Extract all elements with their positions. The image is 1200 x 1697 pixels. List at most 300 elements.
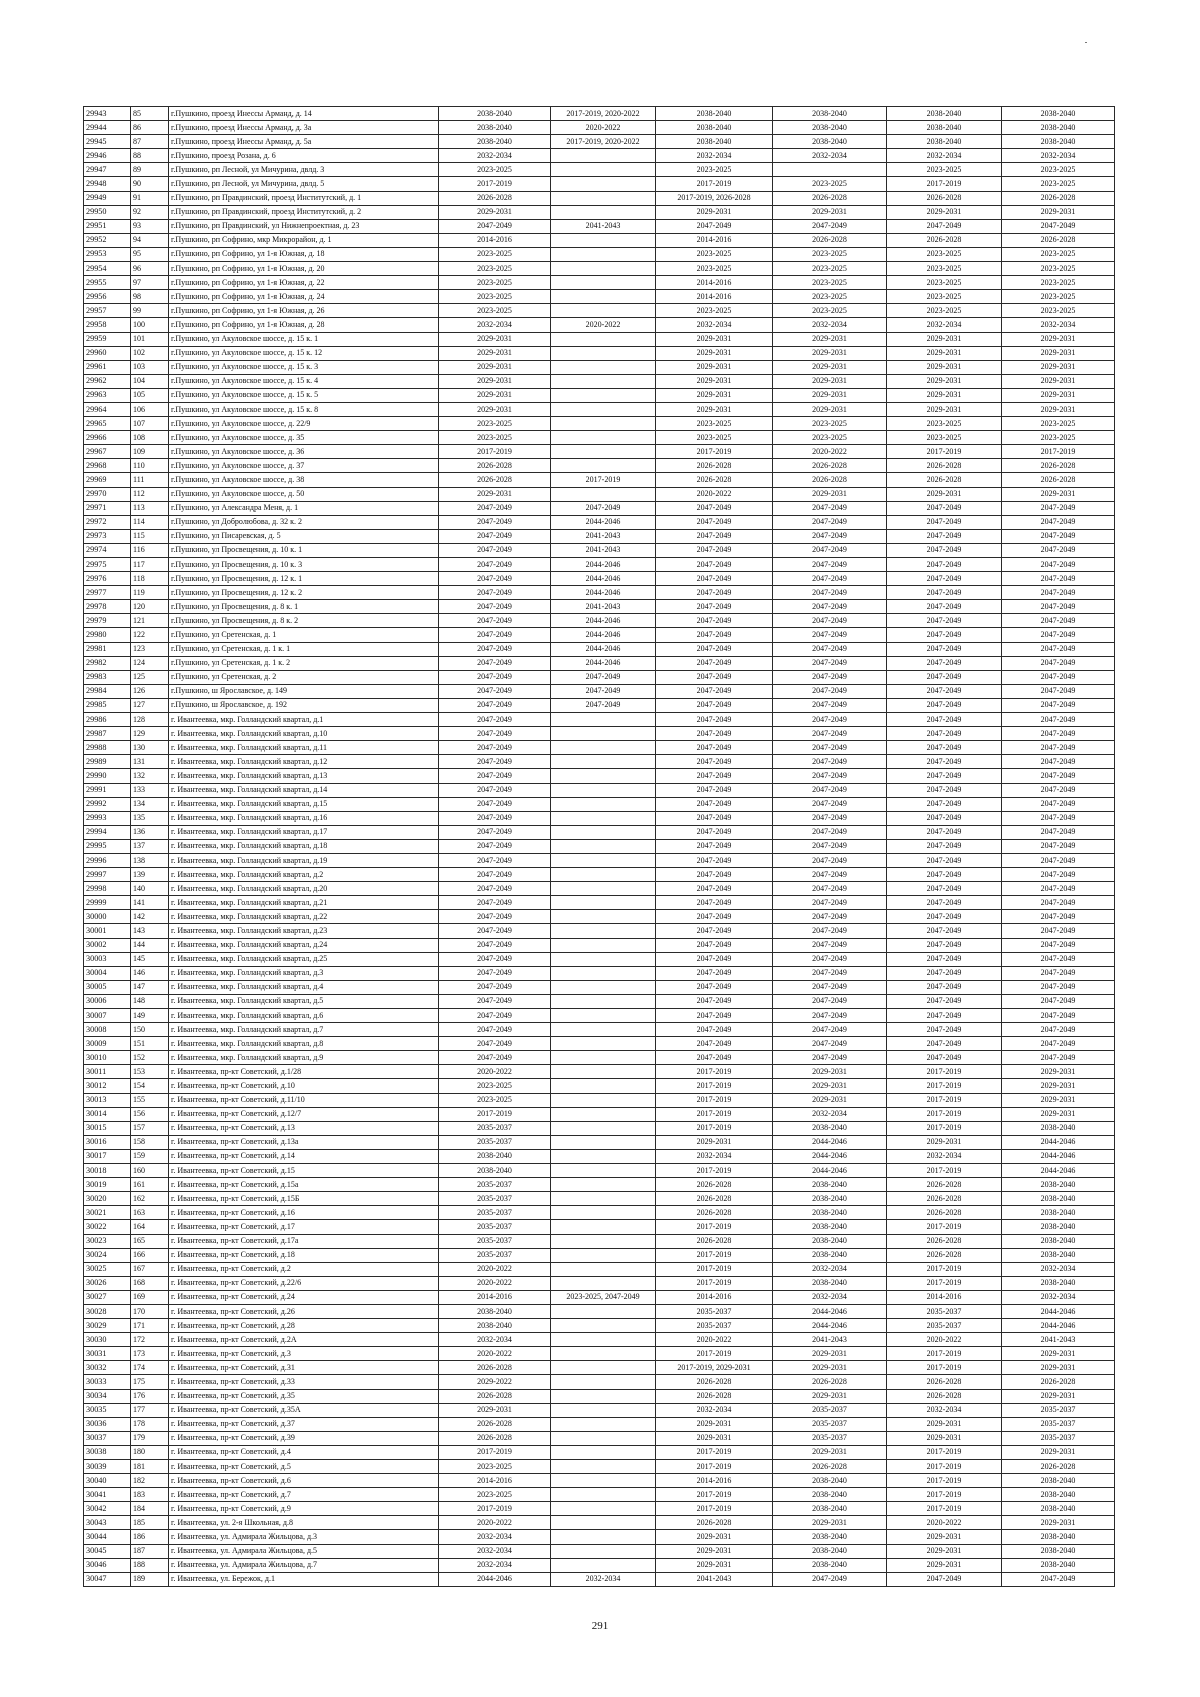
address-cell: г.Пушкино, ул Акуловское шоссе, д. 15 к. 4 <box>169 374 439 388</box>
period-cell-5: 2047-2049 <box>887 755 1002 769</box>
period-cell-2 <box>551 332 656 346</box>
table-row <box>84 445 1115 459</box>
period-cell-1: 2047-2049 <box>439 543 551 557</box>
table-row <box>84 1558 1115 1572</box>
period-cell-1: 2047-2049 <box>439 1051 551 1065</box>
table-row <box>84 811 1115 825</box>
table-row <box>84 388 1115 402</box>
period-cell-5: 2047-2049 <box>887 811 1002 825</box>
period-cell-6: 2023-2025 <box>1002 431 1115 445</box>
period-cell-6: 2029-2031 <box>1002 346 1115 360</box>
address-cell: г.Пушкино, рп Правдинский, проезд Институтский, д. 2 <box>169 205 439 219</box>
period-cell-3: 2047-2049 <box>656 924 773 938</box>
period-cell-3: 2038-2040 <box>656 121 773 135</box>
period-cell-5: 2047-2049 <box>887 952 1002 966</box>
period-cell-1: 2035-2037 <box>439 1178 551 1192</box>
period-cell-5: 2029-2031 <box>887 1530 1002 1544</box>
period-cell-1: 2047-2049 <box>439 1009 551 1023</box>
period-cell-2 <box>551 1530 656 1544</box>
period-cell-4: 2047-2049 <box>773 966 887 980</box>
row-number-cell: 129 <box>131 727 169 741</box>
address-cell: г.Пушкино, ул Александра Меня, д. 1 <box>169 501 439 515</box>
period-cell-6: 2038-2040 <box>1002 1220 1115 1234</box>
period-cell-6: 2026-2028 <box>1002 459 1115 473</box>
period-cell-2: 2047-2049 <box>551 670 656 684</box>
period-cell-3: 2017-2019 <box>656 1079 773 1093</box>
period-cell-5: 2029-2031 <box>887 1135 1002 1149</box>
period-cell-6: 2044-2046 <box>1002 1304 1115 1318</box>
table-row <box>84 614 1115 628</box>
period-cell-1: 2047-2049 <box>439 727 551 741</box>
period-cell-4: 2047-2049 <box>773 586 887 600</box>
period-cell-5: 2017-2019 <box>887 1276 1002 1290</box>
period-cell-5: 2047-2049 <box>887 515 1002 529</box>
period-cell-1: 2017-2019 <box>439 1445 551 1459</box>
period-cell-6: 2047-2049 <box>1002 698 1115 712</box>
period-cell-2 <box>551 1558 656 1572</box>
row-number-cell: 92 <box>131 205 169 219</box>
period-cell-1: 2023-2025 <box>439 431 551 445</box>
record-id-cell: 29982 <box>84 656 131 670</box>
record-id-cell: 29996 <box>84 853 131 867</box>
table-row <box>84 543 1115 557</box>
page-number: 291 <box>591 1620 609 1632</box>
period-cell-2: 2032-2034 <box>551 1572 656 1586</box>
record-id-cell: 30047 <box>84 1572 131 1586</box>
period-cell-2 <box>551 825 656 839</box>
address-cell: г. Ивантеевка, пр-кт Советский, д.12/7 <box>169 1107 439 1121</box>
table-row <box>84 219 1115 233</box>
period-cell-4: 2047-2049 <box>773 868 887 882</box>
period-cell-3: 2047-2049 <box>656 219 773 233</box>
table-row <box>84 121 1115 135</box>
period-cell-4: 2023-2025 <box>773 262 887 276</box>
period-cell-5: 2020-2022 <box>887 1333 1002 1347</box>
period-cell-4: 2029-2031 <box>773 374 887 388</box>
address-cell: г. Ивантеевка, мкр. Голландский квартал, д.17 <box>169 825 439 839</box>
row-number-cell: 127 <box>131 698 169 712</box>
record-id-cell: 29971 <box>84 501 131 515</box>
period-cell-6: 2047-2049 <box>1002 924 1115 938</box>
period-cell-6: 2047-2049 <box>1002 1009 1115 1023</box>
period-cell-5: 2047-2049 <box>887 924 1002 938</box>
period-cell-3: 2029-2031 <box>656 1431 773 1445</box>
period-cell-6: 2038-2040 <box>1002 1178 1115 1192</box>
period-cell-3: 2026-2028 <box>656 1192 773 1206</box>
period-cell-4: 2029-2031 <box>773 332 887 346</box>
record-id-cell: 30035 <box>84 1403 131 1417</box>
period-cell-3: 2047-2049 <box>656 769 773 783</box>
row-number-cell: 189 <box>131 1572 169 1586</box>
period-cell-2 <box>551 304 656 318</box>
table-row <box>84 628 1115 642</box>
record-id-cell: 30011 <box>84 1065 131 1079</box>
record-id-cell: 30027 <box>84 1290 131 1304</box>
period-cell-6: 2047-2049 <box>1002 853 1115 867</box>
table-row <box>84 487 1115 501</box>
table-row <box>84 966 1115 980</box>
table-row <box>84 1319 1115 1333</box>
period-cell-5: 2035-2037 <box>887 1319 1002 1333</box>
period-cell-6: 2047-2049 <box>1002 1051 1115 1065</box>
row-number-cell: 169 <box>131 1290 169 1304</box>
period-cell-1: 2038-2040 <box>439 1164 551 1178</box>
record-id-cell: 29960 <box>84 346 131 360</box>
period-cell-5: 2047-2049 <box>887 797 1002 811</box>
address-cell: г. Ивантеевка, ул. Бережок, д.1 <box>169 1572 439 1586</box>
table-row <box>84 1079 1115 1093</box>
period-cell-5: 2047-2049 <box>887 868 1002 882</box>
period-cell-4: 2047-2049 <box>773 755 887 769</box>
period-cell-5: 2026-2028 <box>887 191 1002 205</box>
period-cell-5: 2047-2049 <box>887 910 1002 924</box>
record-id-cell: 29998 <box>84 882 131 896</box>
period-cell-6: 2047-2049 <box>1002 980 1115 994</box>
period-cell-5: 2047-2049 <box>887 896 1002 910</box>
table-row <box>84 924 1115 938</box>
period-cell-6: 2029-2031 <box>1002 1445 1115 1459</box>
period-cell-1: 2047-2049 <box>439 529 551 543</box>
period-cell-1: 2023-2025 <box>439 417 551 431</box>
record-id-cell: 29947 <box>84 163 131 177</box>
row-number-cell: 115 <box>131 529 169 543</box>
period-cell-3: 2029-2031 <box>656 346 773 360</box>
period-cell-3: 2017-2019 <box>656 445 773 459</box>
period-cell-4: 2023-2025 <box>773 304 887 318</box>
period-cell-1: 2047-2049 <box>439 741 551 755</box>
record-id-cell: 29990 <box>84 769 131 783</box>
period-cell-5: 2047-2049 <box>887 783 1002 797</box>
period-cell-4: 2047-2049 <box>773 1009 887 1023</box>
record-id-cell: 30008 <box>84 1023 131 1037</box>
period-cell-6: 2047-2049 <box>1002 952 1115 966</box>
record-id-cell: 30018 <box>84 1164 131 1178</box>
period-cell-6: 2023-2025 <box>1002 247 1115 261</box>
table-row <box>84 670 1115 684</box>
period-cell-6: 2035-2037 <box>1002 1403 1115 1417</box>
period-cell-4: 2029-2031 <box>773 360 887 374</box>
table-row <box>84 1502 1115 1516</box>
period-cell-2 <box>551 755 656 769</box>
period-cell-3: 2047-2049 <box>656 839 773 853</box>
row-number-cell: 89 <box>131 163 169 177</box>
row-number-cell: 165 <box>131 1234 169 1248</box>
period-cell-5: 2035-2037 <box>887 1304 1002 1318</box>
period-cell-3: 2017-2019 <box>656 177 773 191</box>
period-cell-1: 2047-2049 <box>439 924 551 938</box>
period-cell-4: 2038-2040 <box>773 1178 887 1192</box>
period-cell-5: 2047-2049 <box>887 839 1002 853</box>
record-id-cell: 29985 <box>84 698 131 712</box>
period-cell-2 <box>551 163 656 177</box>
table-row <box>84 1234 1115 1248</box>
row-number-cell: 111 <box>131 473 169 487</box>
period-cell-6: 2047-2049 <box>1002 713 1115 727</box>
address-cell: г.Пушкино, ул Акуловское шоссе, д. 35 <box>169 431 439 445</box>
address-cell: г. Ивантеевка, мкр. Голландский квартал, д.11 <box>169 741 439 755</box>
table-body <box>84 107 1115 1587</box>
period-cell-4: 2047-2049 <box>773 558 887 572</box>
table-row <box>84 896 1115 910</box>
period-cell-6: 2047-2049 <box>1002 811 1115 825</box>
period-cell-3: 2047-2049 <box>656 572 773 586</box>
address-cell: г.Пушкино, рп Софрино, ул 1-я Южная, д. 22 <box>169 276 439 290</box>
period-cell-5: 2047-2049 <box>887 1037 1002 1051</box>
table-row <box>84 290 1115 304</box>
period-cell-6: 2029-2031 <box>1002 1347 1115 1361</box>
period-cell-3: 2047-2049 <box>656 1023 773 1037</box>
period-cell-4: 2038-2040 <box>773 107 887 121</box>
record-id-cell: 29970 <box>84 487 131 501</box>
period-cell-5: 2047-2049 <box>887 1009 1002 1023</box>
period-cell-3: 2032-2034 <box>656 149 773 163</box>
address-cell: г.Пушкино, рп Софрино, ул 1-я Южная, д. 28 <box>169 318 439 332</box>
period-cell-1: 2026-2028 <box>439 473 551 487</box>
period-cell-4: 2047-2049 <box>773 924 887 938</box>
address-cell: г. Ивантеевка, пр-кт Советский, д.5 <box>169 1460 439 1474</box>
period-cell-3: 2047-2049 <box>656 656 773 670</box>
period-cell-5: 2047-2049 <box>887 1572 1002 1586</box>
period-cell-6: 2047-2049 <box>1002 515 1115 529</box>
row-number-cell: 120 <box>131 600 169 614</box>
period-cell-1: 2047-2049 <box>439 501 551 515</box>
period-cell-2: 2041-2043 <box>551 600 656 614</box>
row-number-cell: 91 <box>131 191 169 205</box>
row-number-cell: 155 <box>131 1093 169 1107</box>
table-row <box>84 572 1115 586</box>
period-cell-5: 2047-2049 <box>887 727 1002 741</box>
period-cell-3: 2047-2049 <box>656 896 773 910</box>
address-cell: г. Ивантеевка, пр-кт Советский, д.35А <box>169 1403 439 1417</box>
record-id-cell: 30000 <box>84 910 131 924</box>
period-cell-6: 2023-2025 <box>1002 262 1115 276</box>
address-cell: г.Пушкино, проезд Инессы Арманд, д. 3а <box>169 121 439 135</box>
period-cell-6: 2047-2049 <box>1002 783 1115 797</box>
table-row <box>84 1009 1115 1023</box>
period-cell-2 <box>551 769 656 783</box>
row-number-cell: 87 <box>131 135 169 149</box>
period-cell-4: 2038-2040 <box>773 1220 887 1234</box>
period-cell-1: 2029-2031 <box>439 374 551 388</box>
period-cell-2 <box>551 741 656 755</box>
period-cell-5: 2032-2034 <box>887 1149 1002 1163</box>
period-cell-2 <box>551 994 656 1008</box>
period-cell-5: 2047-2049 <box>887 769 1002 783</box>
address-cell: г. Ивантеевка, мкр. Голландский квартал, д.13 <box>169 769 439 783</box>
row-number-cell: 188 <box>131 1558 169 1572</box>
period-cell-6: 2047-2049 <box>1002 529 1115 543</box>
record-id-cell: 30007 <box>84 1009 131 1023</box>
period-cell-6: 2029-2031 <box>1002 1516 1115 1530</box>
address-cell: г. Ивантеевка, пр-кт Советский, д.15Б <box>169 1192 439 1206</box>
table-row <box>84 163 1115 177</box>
address-cell: г. Ивантеевка, пр-кт Советский, д.9 <box>169 1502 439 1516</box>
period-cell-2 <box>551 374 656 388</box>
record-id-cell: 29972 <box>84 515 131 529</box>
period-cell-6: 2047-2049 <box>1002 882 1115 896</box>
row-number-cell: 118 <box>131 572 169 586</box>
row-number-cell: 138 <box>131 853 169 867</box>
table-row <box>84 1262 1115 1276</box>
address-cell: г. Ивантеевка, пр-кт Советский, д.3 <box>169 1347 439 1361</box>
period-cell-5: 2047-2049 <box>887 656 1002 670</box>
row-number-cell: 166 <box>131 1248 169 1262</box>
period-cell-4: 2047-2049 <box>773 628 887 642</box>
period-cell-4: 2032-2034 <box>773 149 887 163</box>
period-cell-3: 2047-2049 <box>656 797 773 811</box>
record-id-cell: 30029 <box>84 1319 131 1333</box>
period-cell-4: 2047-2049 <box>773 219 887 233</box>
period-cell-3: 2017-2019 <box>656 1460 773 1474</box>
period-cell-4: 2038-2040 <box>773 1502 887 1516</box>
period-cell-6: 2023-2025 <box>1002 417 1115 431</box>
period-cell-2 <box>551 1135 656 1149</box>
row-number-cell: 168 <box>131 1276 169 1290</box>
period-cell-4: 2029-2031 <box>773 346 887 360</box>
period-cell-4: 2023-2025 <box>773 276 887 290</box>
period-cell-2: 2044-2046 <box>551 656 656 670</box>
record-id-cell: 30022 <box>84 1220 131 1234</box>
period-cell-6: 2038-2040 <box>1002 1206 1115 1220</box>
period-cell-5: 2017-2019 <box>887 1488 1002 1502</box>
period-cell-3: 2047-2049 <box>656 614 773 628</box>
period-cell-2 <box>551 276 656 290</box>
address-cell: г. Ивантеевка, мкр. Голландский квартал, д.24 <box>169 938 439 952</box>
address-cell: г.Пушкино, рп Софрино, ул 1-я Южная, д. 18 <box>169 247 439 261</box>
period-cell-3: 2026-2028 <box>656 473 773 487</box>
record-id-cell: 30004 <box>84 966 131 980</box>
period-cell-6: 2026-2028 <box>1002 473 1115 487</box>
row-number-cell: 185 <box>131 1516 169 1530</box>
period-cell-4: 2029-2031 <box>773 402 887 416</box>
period-cell-1: 2047-2049 <box>439 656 551 670</box>
period-cell-6: 2038-2040 <box>1002 1234 1115 1248</box>
period-cell-5: 2026-2028 <box>887 1192 1002 1206</box>
record-id-cell: 29983 <box>84 670 131 684</box>
record-id-cell: 30041 <box>84 1488 131 1502</box>
period-cell-1: 2032-2034 <box>439 1544 551 1558</box>
period-cell-2 <box>551 1460 656 1474</box>
period-cell-3: 2029-2031 <box>656 205 773 219</box>
period-cell-6: 2023-2025 <box>1002 290 1115 304</box>
period-cell-6: 2029-2031 <box>1002 360 1115 374</box>
address-cell: г. Ивантеевка, мкр. Голландский квартал, д.20 <box>169 882 439 896</box>
row-number-cell: 148 <box>131 994 169 1008</box>
period-cell-1: 2047-2049 <box>439 825 551 839</box>
period-cell-6: 2032-2034 <box>1002 318 1115 332</box>
record-id-cell: 29975 <box>84 558 131 572</box>
period-cell-4: 2047-2049 <box>773 670 887 684</box>
period-cell-1: 2032-2034 <box>439 149 551 163</box>
period-cell-2 <box>551 1079 656 1093</box>
record-id-cell: 29944 <box>84 121 131 135</box>
period-cell-1: 2023-2025 <box>439 247 551 261</box>
period-cell-4: 2023-2025 <box>773 290 887 304</box>
table-row <box>84 1206 1115 1220</box>
period-cell-4: 2038-2040 <box>773 1234 887 1248</box>
period-cell-2 <box>551 487 656 501</box>
period-cell-1: 2047-2049 <box>439 896 551 910</box>
address-cell: г. Ивантеевка, мкр. Голландский квартал, д.14 <box>169 783 439 797</box>
row-number-cell: 96 <box>131 262 169 276</box>
record-id-cell: 29999 <box>84 896 131 910</box>
table-row <box>84 1290 1115 1304</box>
period-cell-1: 2035-2037 <box>439 1192 551 1206</box>
row-number-cell: 143 <box>131 924 169 938</box>
row-number-cell: 161 <box>131 1178 169 1192</box>
period-cell-1: 2017-2019 <box>439 1107 551 1121</box>
period-cell-2 <box>551 853 656 867</box>
period-cell-2 <box>551 1037 656 1051</box>
row-number-cell: 109 <box>131 445 169 459</box>
period-cell-6: 2047-2049 <box>1002 586 1115 600</box>
period-cell-3: 2014-2016 <box>656 276 773 290</box>
record-id-cell: 29955 <box>84 276 131 290</box>
period-cell-2 <box>551 290 656 304</box>
address-cell: г. Ивантеевка, мкр. Голландский квартал, д.3 <box>169 966 439 980</box>
address-cell: г. Ивантеевка, пр-кт Советский, д.39 <box>169 1431 439 1445</box>
period-cell-4: 2023-2025 <box>773 177 887 191</box>
period-cell-4: 2023-2025 <box>773 417 887 431</box>
address-cell: г.Пушкино, рп Лесной, ул Мичурина, двлд. 5 <box>169 177 439 191</box>
period-cell-2 <box>551 1516 656 1530</box>
row-number-cell: 98 <box>131 290 169 304</box>
address-cell: г.Пушкино, ул Сретенская, д. 1 к. 1 <box>169 642 439 656</box>
record-id-cell: 30005 <box>84 980 131 994</box>
record-id-cell: 30039 <box>84 1460 131 1474</box>
period-cell-4: 2047-2049 <box>773 1023 887 1037</box>
address-cell: г. Ивантеевка, пр-кт Советский, д.1/28 <box>169 1065 439 1079</box>
period-cell-5: 2047-2049 <box>887 219 1002 233</box>
period-cell-5: 2047-2049 <box>887 614 1002 628</box>
period-cell-5: 2047-2049 <box>887 501 1002 515</box>
row-number-cell: 102 <box>131 346 169 360</box>
period-cell-2 <box>551 1417 656 1431</box>
period-cell-2 <box>551 360 656 374</box>
record-id-cell: 30046 <box>84 1558 131 1572</box>
period-cell-4: 2029-2031 <box>773 1361 887 1375</box>
period-cell-6: 2047-2049 <box>1002 501 1115 515</box>
row-number-cell: 156 <box>131 1107 169 1121</box>
row-number-cell: 171 <box>131 1319 169 1333</box>
period-cell-2 <box>551 1502 656 1516</box>
period-cell-4: 2029-2031 <box>773 388 887 402</box>
table-row <box>84 1248 1115 1262</box>
row-number-cell: 110 <box>131 459 169 473</box>
row-number-cell: 162 <box>131 1192 169 1206</box>
record-id-cell: 29951 <box>84 219 131 233</box>
row-number-cell: 106 <box>131 402 169 416</box>
row-number-cell: 133 <box>131 783 169 797</box>
period-cell-5: 2029-2031 <box>887 1558 1002 1572</box>
period-cell-4: 2047-2049 <box>773 910 887 924</box>
period-cell-4: 2020-2022 <box>773 445 887 459</box>
period-cell-3: 2047-2049 <box>656 543 773 557</box>
record-id-cell: 30038 <box>84 1445 131 1459</box>
period-cell-6: 2047-2049 <box>1002 938 1115 952</box>
period-cell-2 <box>551 1192 656 1206</box>
period-cell-2 <box>551 459 656 473</box>
period-cell-3: 2014-2016 <box>656 233 773 247</box>
period-cell-2 <box>551 417 656 431</box>
period-cell-1: 2029-2031 <box>439 402 551 416</box>
table-row <box>84 1065 1115 1079</box>
address-cell: г. Ивантеевка, пр-кт Советский, д.37 <box>169 1417 439 1431</box>
period-cell-3: 2029-2031 <box>656 1417 773 1431</box>
period-cell-6: 2047-2049 <box>1002 727 1115 741</box>
record-id-cell: 29987 <box>84 727 131 741</box>
address-cell: г.Пушкино, ул Сретенская, д. 1 <box>169 628 439 642</box>
